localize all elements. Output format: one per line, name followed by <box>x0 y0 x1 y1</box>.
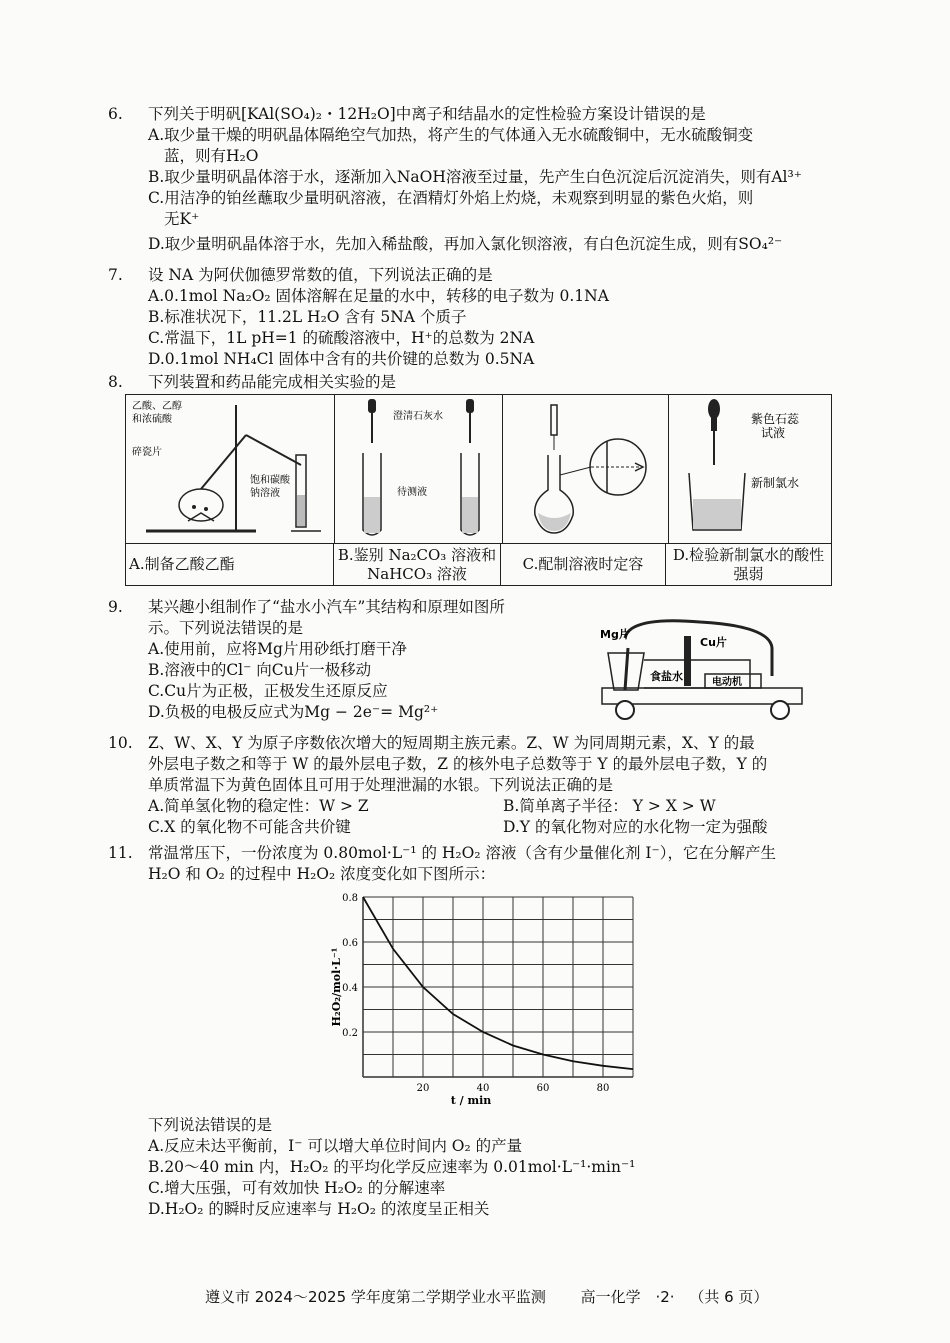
total-pages: （共 6 页） <box>689 1288 769 1306</box>
option-a: A.取少量干燥的明矾晶体隔绝空气加热，将产生的气体通入无水硫酸铜中，无水硫酸铜变 <box>148 126 754 144</box>
test-tubes-drawing <box>335 395 502 543</box>
label-chip: 碎瓷片 <box>132 447 162 458</box>
question-8 <box>108 372 868 393</box>
x-tick-label: 20 <box>416 1083 430 1094</box>
beaker-drawing <box>669 395 834 543</box>
question-stem: 下列关于明矾[KAl(SO₄)₂・12H₂O]中离子和结晶水的定性检验方案设计错误的是 <box>148 105 706 123</box>
subject: 高一化学 <box>580 1288 641 1306</box>
label-lime-water: 澄清石灰水 <box>393 411 443 422</box>
h2o2-concentration-chart <box>318 885 648 1119</box>
option-a: A.0.1mol Na₂O₂ 固体溶解在足量的水中，转移的电子数为 0.1NA <box>148 287 609 305</box>
apparatus-figure <box>125 394 832 586</box>
option-a-cont: 蓝，则有H₂O <box>164 147 259 165</box>
question-stem-cont: H₂O 和 O₂ 的过程中 H₂O₂ 浓度变化如下图所示： <box>148 865 496 883</box>
caption-a: A.制备乙酸乙酯 <box>126 544 334 585</box>
question-stem: 常温常压下，一份浓度为 0.80mol·L⁻¹ 的 H₂O₂ 溶液（含有少量催化剂 I⁻），它在分解产生 <box>148 844 776 862</box>
y-tick-label: 0.8 <box>342 893 358 904</box>
question-number: 11. <box>108 844 133 862</box>
label-litmus-2: 试液 <box>761 426 786 440</box>
salt-water-car-figure <box>600 618 810 727</box>
label-motor: 电动机 <box>712 677 742 688</box>
ester-apparatus-drawing <box>126 395 334 543</box>
question-number: 9. <box>108 598 123 616</box>
question-stem-cont: 示。下列说法错误的是 <box>148 619 304 637</box>
option-b: B.简单离子半径： Y > X > W <box>503 797 716 815</box>
y-axis-label: H₂O₂/mol·L⁻¹ <box>330 947 343 1027</box>
question-9 <box>108 597 598 723</box>
question-11 <box>108 843 868 885</box>
caption-b: B.鉴别 Na₂CO₃ 溶液和 NaHCO₃ 溶液 <box>334 544 501 585</box>
option-c-cont: 无K⁺ <box>164 210 200 228</box>
option-c: C.Cu片为正极，正极发生还原反应 <box>148 682 388 700</box>
chart-svg <box>318 885 648 1115</box>
option-d: D.负极的电极反应式为Mg − 2e⁻= Mg²⁺ <box>148 703 439 721</box>
volumetric-flask-drawing <box>503 395 668 543</box>
exam-title: 遵义市 2024～2025 学年度第二学期学业水平监测 <box>205 1288 546 1306</box>
y-tick-label: 0.4 <box>342 983 358 994</box>
label-acid: 乙酸、乙醇 <box>132 401 182 412</box>
x-tick-label: 60 <box>536 1083 550 1094</box>
apparatus-d <box>669 395 834 543</box>
option-b: B.20～40 min 内，H₂O₂ 的平均化学反应速率为 0.01mol·L⁻¹·min⁻¹ <box>148 1158 636 1176</box>
option-a: A.简单氢化物的稳定性：W > Z <box>148 797 369 815</box>
page-number: ·2· <box>655 1288 675 1306</box>
question-ask: 下列说法错误的是 <box>148 1116 273 1134</box>
option-d: D.取少量明矾晶体溶于水，先加入稀盐酸，再加入氯化钡溶液，有白色沉淀生成，则有SO₄²⁻ <box>148 235 783 253</box>
question-6 <box>108 104 868 255</box>
label-litmus: 紫色石蕊 <box>751 412 800 426</box>
label-test-liquid: 待测液 <box>397 487 427 498</box>
question-10 <box>108 733 868 838</box>
option-a: A.使用前，应将Mg片用砂纸打磨干净 <box>148 640 407 658</box>
question-stem: 下列装置和药品能完成相关实验的是 <box>148 373 397 391</box>
x-axis-label: t / min <box>450 1094 492 1107</box>
label-chlorine-water: 新制氯水 <box>751 476 800 490</box>
question-stem: Z、W、X、Y 为原子序数依次增大的短周期主族元素。Z、W 为同周期元素，X、Y 的最 <box>148 734 755 752</box>
page-footer <box>205 1286 778 1307</box>
option-d: D.Y 的氧化物对应的水化物一定为强酸 <box>503 818 768 836</box>
question-stem-cont: 外层电子数之和等于 W 的最外层电子数，Z 的核外电子总数等于 Y 的最外层电子数，Y 的 <box>148 755 768 773</box>
option-d: D.H₂O₂ 的瞬时反应速率与 H₂O₂ 的浓度呈正相关 <box>148 1200 490 1218</box>
question-7 <box>108 265 868 370</box>
question-number: 10. <box>108 734 133 752</box>
y-tick-label: 0.6 <box>342 938 358 949</box>
question-stem: 设 NA 为阿伏伽德罗常数的值，下列说法正确的是 <box>148 266 493 284</box>
label-salt-water: 食盐水 <box>650 670 683 683</box>
option-c: C.增大压强，可有效加快 H₂O₂ 的分解速率 <box>148 1179 446 1197</box>
option-c: C.用洁净的铂丝蘸取少量明矾溶液，在酒精灯外焰上灼烧，未观察到明显的紫色火焰，则 <box>148 189 754 207</box>
question-stem: 某兴趣小组制作了“盐水小汽车”其结构和原理如图所 <box>148 598 505 616</box>
label-sat: 饱和碳酸 <box>250 475 290 486</box>
option-b: B.取少量明矾晶体溶于水，逐渐加入NaOH溶液至过量，先产生白色沉淀后沉淀消失，则有Al³⁺ <box>148 168 802 186</box>
label-cu: Cu片 <box>700 636 727 649</box>
option-c: C.常温下，1L pH=1 的硫酸溶液中，H⁺的总数为 2NA <box>148 329 535 347</box>
caption-c: C.配制溶液时定容 <box>501 544 666 585</box>
question-number: 6. <box>108 105 123 123</box>
question-11-options <box>108 1115 868 1220</box>
option-b: B.标准状况下，11.2L H₂O 含有 5NA 个质子 <box>148 308 467 326</box>
label-acid-2: 和浓硫酸 <box>132 414 172 425</box>
option-a: A.反应未达平衡前，I⁻ 可以增大单位时间内 O₂ 的产量 <box>148 1137 523 1155</box>
option-d: D.0.1mol NH₄Cl 固体中含有的共价键的总数为 0.5NA <box>148 350 535 368</box>
y-tick-label: 0.2 <box>342 1028 358 1039</box>
option-b: B.溶液中的Cl⁻ 向Cu片一极移动 <box>148 661 372 679</box>
caption-d: D.检验新制氯水的酸性强弱 <box>672 545 825 583</box>
question-number: 8. <box>108 373 123 391</box>
question-stem-cont-2: 单质常温下为黄色固体且可用于处理泄漏的水银。下列说法正确的是 <box>148 776 614 794</box>
apparatus-a <box>126 395 335 543</box>
apparatus-b <box>335 395 503 543</box>
x-tick-label: 80 <box>596 1083 610 1094</box>
label-mg: Mg片 <box>600 628 630 641</box>
label-sat-2: 钠溶液 <box>250 488 280 499</box>
x-tick-label: 40 <box>476 1083 490 1094</box>
series-line <box>363 897 633 1069</box>
question-number: 7. <box>108 266 123 284</box>
apparatus-c <box>503 395 669 543</box>
option-c: C.X 的氧化物不可能含共价键 <box>148 818 351 836</box>
